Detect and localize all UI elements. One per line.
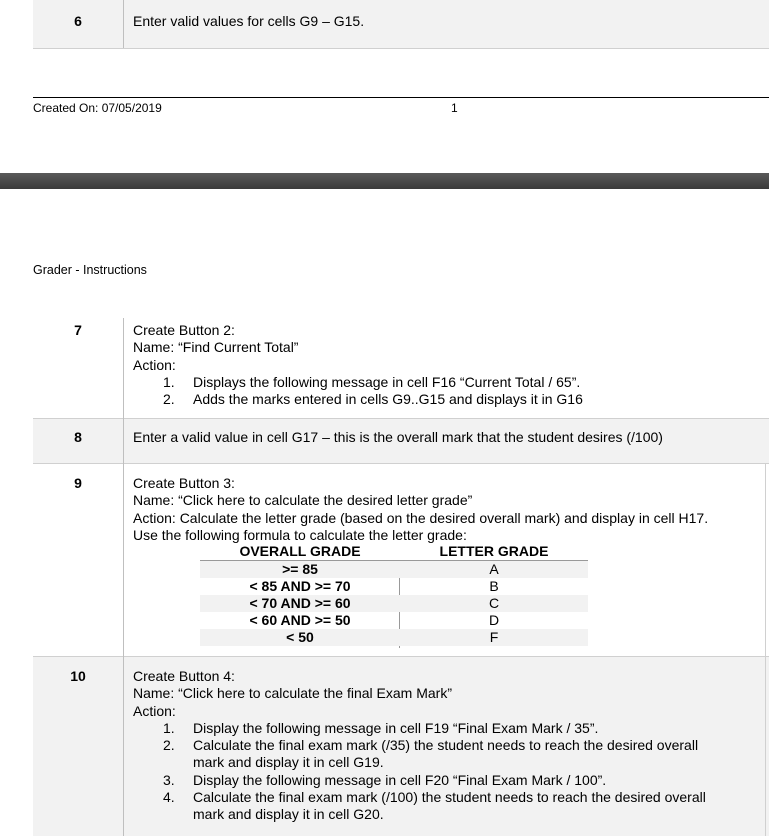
row-10-content (133, 668, 706, 824)
page-edge-line (765, 464, 766, 836)
row-line: Use the following formula to calculate the letter grade: (133, 526, 467, 543)
grade-table-header (200, 543, 590, 560)
list-item: 3. Display the following message in cell F20 “Final Exam Mark / 100”. (163, 771, 607, 788)
list-item: 1. Displays the following message in cell F16 “Current Total / 65”. (163, 373, 581, 390)
row-number: 8 (74, 429, 82, 445)
row-text: Enter valid values for cells G9 – G15. (133, 13, 365, 29)
list-item: 1. Display the following message in cell F19 “Final Exam Mark / 35”. (163, 719, 599, 736)
page-break (0, 173, 769, 189)
header-letter-grade: LETTER GRADE (439, 543, 549, 559)
column-divider (123, 464, 124, 656)
column-divider (123, 0, 124, 48)
footer-rule (33, 97, 769, 98)
overall-grade-cell: < 50 (286, 629, 314, 645)
list-item: 4. Calculate the final exam mark (/100) the student needs to reach the desired overall (163, 789, 706, 806)
letter-grade-cell: D (488, 612, 500, 628)
row-line: Action: (133, 702, 176, 719)
row-line: Create Button 2: (133, 322, 235, 338)
row-number: 9 (74, 475, 82, 491)
letter-grade-cell: C (488, 595, 500, 611)
overall-grade-cell: < 70 AND >= 60 (249, 595, 351, 611)
grade-table-row (200, 612, 588, 629)
row-line: Create Button 4: (133, 668, 235, 684)
column-divider (123, 656, 124, 836)
row-9-content (133, 475, 708, 544)
row-line: Action: Calculate the letter grade (based on the desired overall mark) and display in cell H17. (133, 509, 709, 526)
column-divider (123, 418, 124, 464)
grade-table-row (200, 595, 588, 612)
letter-grade-cell: A (489, 561, 499, 577)
row-number: 6 (74, 13, 82, 29)
list-item: 2. Adds the marks entered in cells G9..G15 and displays it in G16 (163, 391, 583, 408)
grade-table-row (200, 561, 588, 578)
list-item: 2. Calculate the final exam mark (/35) the student needs to reach the desired overall (163, 737, 699, 754)
column-divider (123, 318, 124, 418)
grade-table-row (200, 629, 588, 646)
page-header: Grader - Instructions (33, 263, 147, 277)
row-line: Action: (133, 356, 176, 373)
grade-table-row (200, 578, 588, 595)
row-divider (33, 48, 769, 49)
row-number: 7 (74, 322, 82, 338)
row-divider (33, 418, 769, 419)
footer-page-number: 1 (451, 101, 458, 115)
list-item-continuation: mark and display it in cell G20. (193, 806, 384, 823)
row-line: Create Button 3: (133, 475, 235, 491)
header-overall-grade: OVERALL GRADE (239, 543, 361, 559)
letter-grade-cell: F (489, 629, 499, 645)
row-divider (33, 463, 769, 464)
list-item-continuation: mark and display it in cell G19. (193, 754, 384, 771)
row-line: Name: “Find Current Total” (133, 339, 299, 356)
footer-created: Created On: 07/05/2019 (33, 101, 162, 115)
row-7-content (133, 322, 583, 408)
overall-grade-cell: < 60 AND >= 50 (249, 612, 351, 628)
row-number: 10 (70, 668, 86, 684)
row-line: Name: “Click here to calculate the final Exam Mark” (133, 685, 452, 702)
row-divider (33, 656, 769, 657)
letter-grade-cell: B (489, 578, 499, 594)
row-text: Enter a valid value in cell G17 – this is the overall mark that the student desires (/100) (133, 429, 663, 445)
grade-table (200, 543, 590, 648)
overall-grade-cell: >= 85 (282, 561, 318, 577)
row-line: Name: “Click here to calculate the desired letter grade” (133, 492, 473, 509)
overall-grade-cell: < 85 AND >= 70 (249, 578, 351, 594)
